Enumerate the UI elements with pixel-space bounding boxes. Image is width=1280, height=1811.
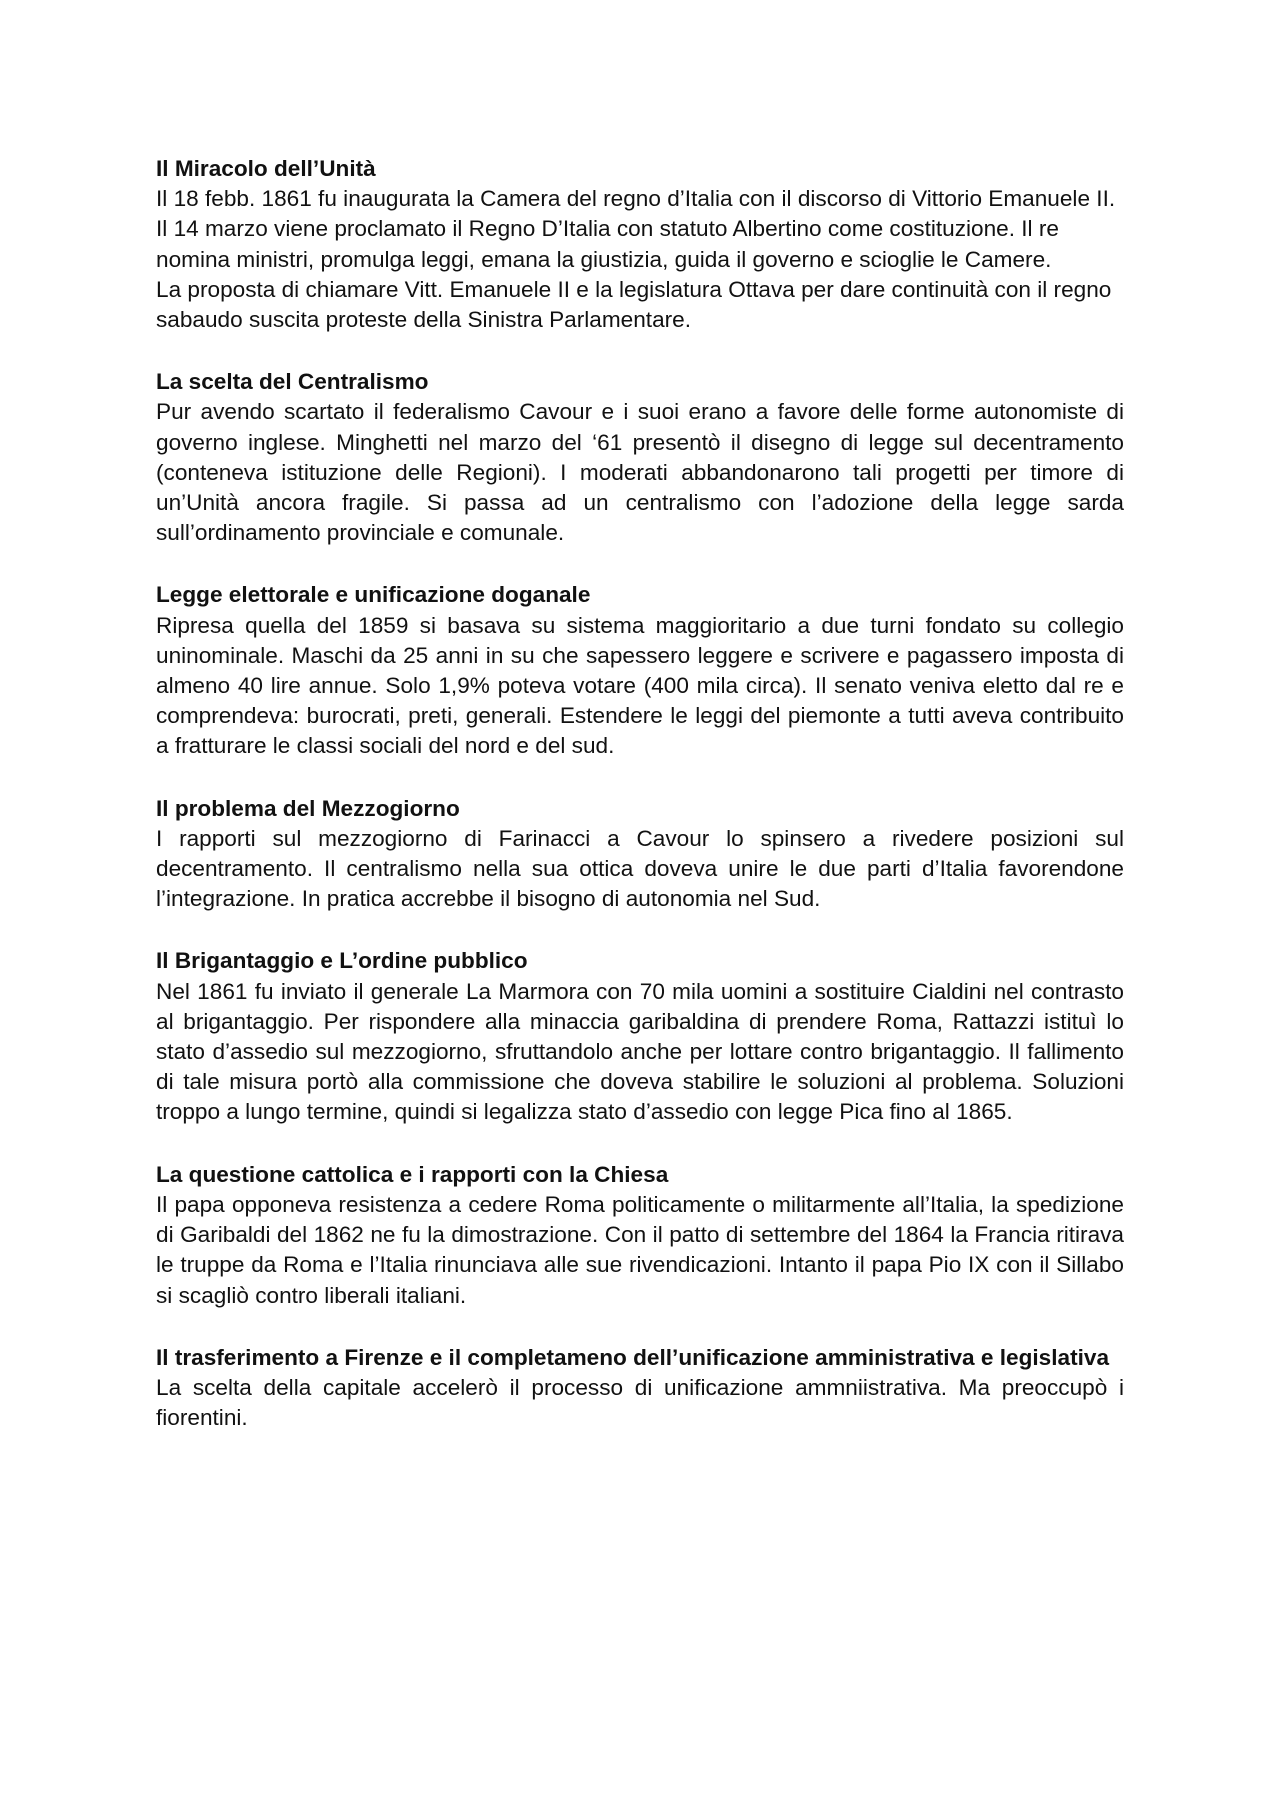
paragraph: I rapporti sul mezzogiorno di Farinacci a Cavour lo spinsero a rivedere posizioni sul decentramento. Il centralismo nella sua ottica doveva unire le due parti d’Italia favorendone l’integrazione. In pratica accrebbe il bisogno di autonomia nel Sud.	[156, 825, 1124, 912]
section-brigantaggio	[156, 946, 1124, 1127]
paragraph: Ripresa quella del 1859 si basava su sistema maggioritario a due turni fondato su collegio uninominale. Maschi da 25 anni in su che sapessero leggere e scrivere e pagassero imposta di almeno 40 lire annue. Solo 1,9% poteva votare (400 mila circa). Il senato veniva eletto dal re e comprendeva: burocrati, preti, generali. Estendere le leggi del piemonte a tutti aveva contribuito a fratturare le classi sociali del nord e del sud.	[156, 612, 1124, 759]
section-title: Legge elettorale e unificazione doganale	[156, 582, 591, 608]
section-title: Il Miracolo dell’Unità	[156, 156, 376, 181]
paragraph: Il 18 febb. 1861 fu inaugurata la Camera del regno d’Italia con il discorso di Vittorio Emanuele II. Il 14 marzo viene proclamato il Regno D’Italia con statuto Albertino come costituzione. Il re nomina ministri, promulga leggi, emana la giustizia, guida il governo e scioglie le Camere.	[156, 186, 1116, 272]
section-questione-cattolica	[156, 1160, 1124, 1311]
section-legge-elettorale	[156, 580, 1124, 761]
paragraph: La proposta di chiamare Vitt. Emanuele II e la legislatura Ottava per dare continuità con il regno sabaudo suscita proteste della Sinistra Parlamentare.	[156, 276, 1112, 333]
paragraph: Nel 1861 fu inviato il generale La Marmora con 70 mila uomini a sostituire Cialdini nel contrasto al brigantaggio. Per rispondere alla minaccia garibaldina di prendere Roma, Rattazzi istituì lo stato d’assedio sul mezzogiorno, sfruttandolo anche per lottare contro brigantaggio. Il fallimento di tale misura portò alla commissione che doveva stabilire le soluzioni al problema. Soluzioni troppo a lungo termine, quindi si legalizza stato d’assedio con legge Pica fino al 1865.	[156, 978, 1124, 1125]
paragraph: Pur avendo scartato il federalismo Cavour e i suoi erano a favore delle forme autonomiste di governo inglese. Minghetti nel marzo del ‘61 presentò il disegno di legge sul decentramento (conteneva istituzione delle Regioni). I moderati abbandonarono tali progetti per timore di un’Unità ancora fragile. Si passa ad un centralismo con l’adozione della legge sarda sull’ordinamento provinciale e comunale.	[156, 399, 1124, 546]
paragraph: La scelta della capitale accelerò il processo di unificazione ammniistrativa. Ma preoccupò i fiorentini.	[156, 1374, 1124, 1431]
section-title: Il problema del Mezzogiorno	[156, 795, 460, 821]
section-title: La scelta del Centralismo	[156, 369, 429, 395]
section-title: La questione cattolica e i rapporti con la Chiesa	[156, 1161, 669, 1187]
section-title: Il trasferimento a Firenze e il completameno dell’unificazione amministrativa e legislativa	[156, 1344, 1110, 1370]
document-page	[156, 154, 1124, 1465]
section-centralismo	[156, 367, 1124, 548]
paragraph: Il papa opponeva resistenza a cedere Roma politicamente o militarmente all’Italia, la spedizione di Garibaldi del 1862 ne fu la dimostrazione. Con il patto di settembre del 1864 la Francia ritirava le truppe da Roma e l’Italia rinunciava alle sue rivendicazioni. Intanto il papa Pio IX con il Sillabo si scagliò contro liberali italiani.	[156, 1191, 1124, 1308]
section-miracolo-unita	[156, 154, 1124, 335]
section-title: Il Brigantaggio e L’ordine pubblico	[156, 948, 528, 974]
section-mezzogiorno	[156, 794, 1124, 915]
section-trasferimento-firenze	[156, 1343, 1124, 1434]
